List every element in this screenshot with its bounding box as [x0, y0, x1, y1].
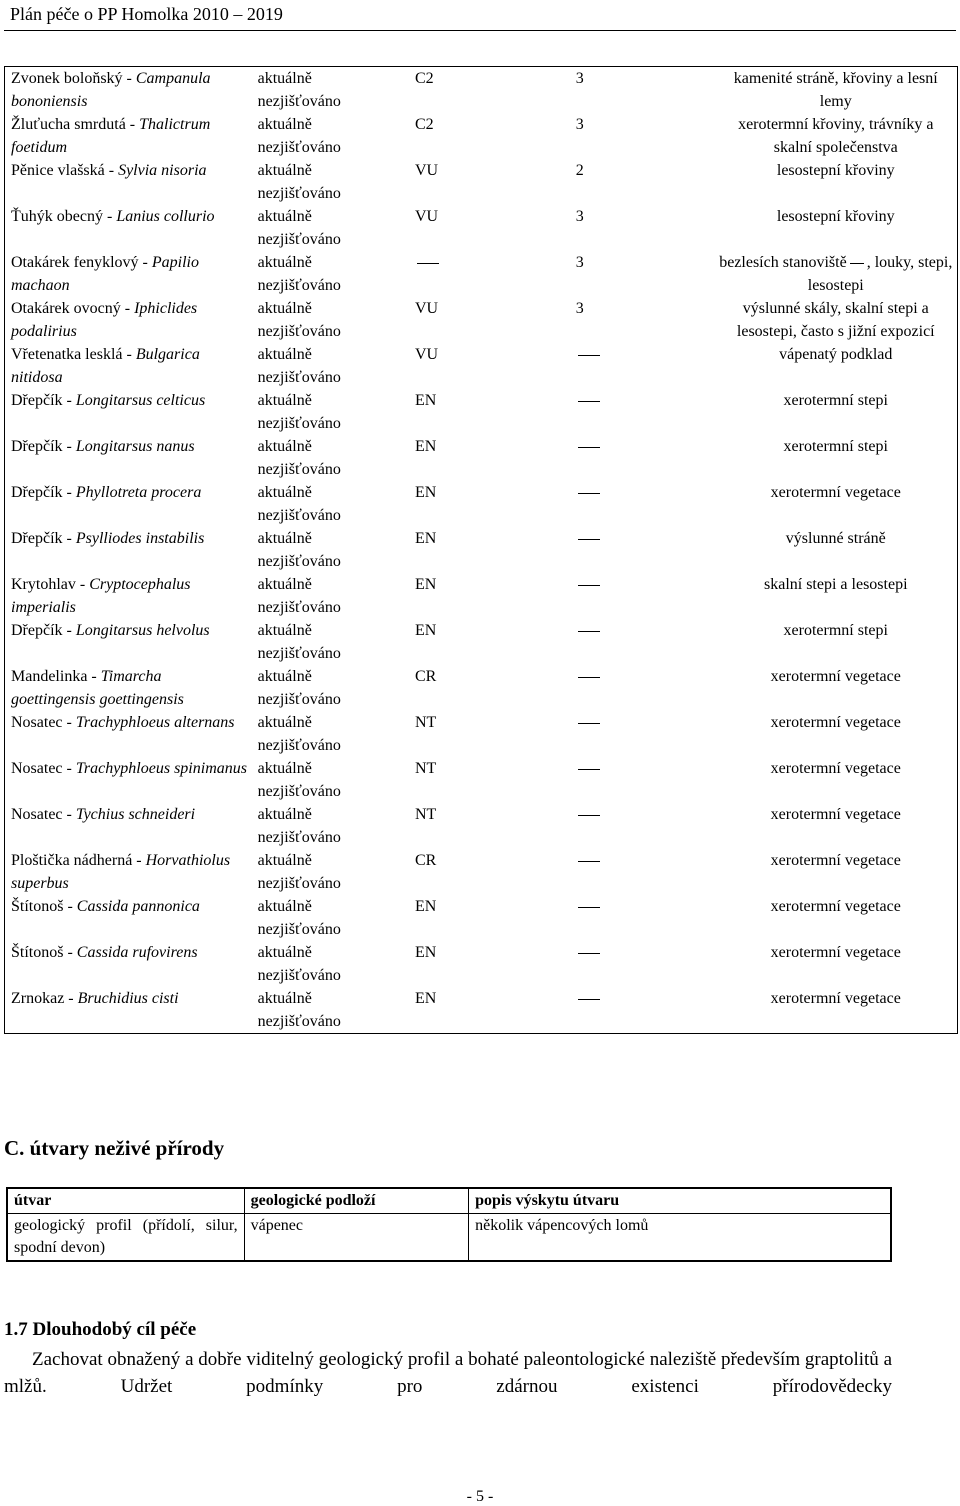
species-name-cell	[5, 711, 252, 757]
threat-category-cell	[407, 159, 570, 205]
protection-cell	[570, 251, 719, 297]
species-name-cell	[5, 895, 252, 941]
species-common-name: Dřepčík -	[11, 484, 76, 501]
protection-cell	[570, 205, 719, 251]
status-line-1: aktuálně	[257, 714, 312, 731]
status-line-2: nezjišťováno	[257, 139, 341, 156]
formations-row	[7, 1214, 891, 1262]
formations-col-description: popis výskytu útvaru	[469, 1188, 891, 1214]
species-row	[5, 527, 958, 573]
habitat-cell	[719, 113, 958, 159]
threat-category: EN	[414, 576, 437, 593]
status-cell	[252, 251, 407, 297]
threat-category: EN	[414, 438, 437, 455]
goal-paragraph: Zachovat obnažený a dobře viditelný geologický profil a bohaté paleontologické naleziště především graptolitů a mlžů. Udržet podmínky pro zdárnou existenci přírodovědecky	[4, 1349, 892, 1397]
species-name-cell	[5, 527, 252, 573]
habitat-text: xerotermní vegetace	[770, 806, 901, 823]
habitat-cell	[719, 527, 958, 573]
species-latin-name: Longitarsus helvolus	[75, 622, 210, 639]
status-line-1: aktuálně	[257, 622, 312, 639]
empty-dash	[578, 585, 600, 586]
threat-category: CR	[414, 852, 437, 869]
empty-dash	[578, 355, 600, 356]
empty-dash	[578, 539, 600, 540]
section-c-heading: C. útvary neživé přírody	[4, 1136, 225, 1160]
species-common-name: Vřetenatka lesklá -	[11, 346, 136, 363]
species-row	[5, 803, 958, 849]
status-line-2: nezjišťováno	[257, 231, 341, 248]
protection-cell	[570, 987, 719, 1034]
threat-category: EN	[414, 898, 437, 915]
threat-category-cell	[407, 435, 570, 481]
species-name-cell	[5, 573, 252, 619]
status-cell	[252, 757, 407, 803]
habitat-text: kamenité stráně, křoviny a lesní lemy	[733, 70, 938, 110]
status-cell	[252, 665, 407, 711]
status-line-2: nezjišťováno	[257, 323, 341, 340]
threat-category-cell	[407, 343, 570, 389]
status-line-1: aktuálně	[257, 346, 312, 363]
formations-header-row	[7, 1188, 891, 1214]
empty-dash	[578, 861, 600, 862]
threat-category-cell	[407, 757, 570, 803]
status-line-1: aktuálně	[257, 438, 312, 455]
empty-dash	[578, 631, 600, 632]
empty-dash	[578, 999, 600, 1000]
status-line-1: aktuálně	[257, 162, 312, 179]
species-common-name: Štítonoš -	[11, 898, 77, 915]
species-latin-name: Longitarsus celticus	[75, 392, 206, 409]
species-name-cell	[5, 987, 252, 1034]
threat-category-cell	[407, 481, 570, 527]
status-line-2: nezjišťováno	[257, 599, 341, 616]
habitat-cell	[719, 665, 958, 711]
habitat-text: xerotermní stepi	[783, 438, 888, 455]
status-line-1: aktuálně	[257, 944, 312, 961]
protection-cell	[570, 711, 719, 757]
protection-cell	[570, 481, 719, 527]
habitat-text: vápenatý podklad	[779, 346, 893, 363]
threat-category-cell	[407, 297, 570, 343]
species-latin-name: Timarcha goettingensis goettingensis	[11, 668, 184, 708]
species-row	[5, 435, 958, 481]
bedrock-cell: vápenec	[244, 1214, 469, 1262]
status-cell	[252, 573, 407, 619]
species-common-name: Otakárek ovocný -	[11, 300, 135, 317]
species-name-cell	[5, 941, 252, 987]
threat-category: VU	[414, 162, 439, 179]
species-common-name: Otakárek fenyklový -	[11, 254, 152, 271]
status-line-1: aktuálně	[257, 484, 312, 501]
threat-category-cell	[407, 205, 570, 251]
species-latin-name: Sylvia nisoria	[118, 162, 207, 179]
species-common-name: Nosatec -	[11, 760, 76, 777]
species-row	[5, 941, 958, 987]
species-common-name: Ploštička nádherná -	[11, 852, 146, 869]
threat-category: VU	[414, 346, 439, 363]
status-cell	[252, 159, 407, 205]
status-line-2: nezjišťováno	[257, 829, 341, 846]
species-common-name: Ťuhýk obecný -	[11, 208, 117, 225]
protection-cell	[570, 435, 719, 481]
protection-degree: 3	[575, 254, 584, 271]
species-latin-name: Cassida rufovirens	[76, 944, 198, 961]
habitat-text: výslunné stráně	[785, 530, 886, 547]
species-common-name: Mandelinka -	[11, 668, 101, 685]
empty-dash	[578, 677, 600, 678]
species-name-cell	[5, 481, 252, 527]
habitat-text: xerotermní vegetace	[770, 714, 901, 731]
species-common-name: Dřepčík -	[11, 438, 76, 455]
threat-category-cell	[407, 849, 570, 895]
species-common-name: Dřepčík -	[11, 622, 76, 639]
species-name-cell	[5, 757, 252, 803]
habitat-text: xerotermní vegetace	[770, 484, 901, 501]
goal-heading: 1.7 Dlouhodobý cíl péče	[4, 1319, 197, 1340]
protection-cell	[570, 159, 719, 205]
species-name-cell	[5, 205, 252, 251]
species-latin-name: Psylliodes instabilis	[75, 530, 205, 547]
species-table	[4, 66, 958, 1034]
species-common-name: Zrnokaz -	[11, 990, 78, 1007]
empty-dash	[578, 769, 600, 770]
protection-cell	[570, 573, 719, 619]
threat-category: NT	[414, 714, 437, 731]
species-latin-name: Trachyphloeus spinimanus	[75, 760, 247, 777]
status-cell	[252, 435, 407, 481]
species-row	[5, 159, 958, 205]
habitat-cell	[719, 159, 958, 205]
status-cell	[252, 343, 407, 389]
habitat-cell	[719, 849, 958, 895]
protection-degree: 3	[575, 116, 584, 133]
protection-degree: 3	[575, 208, 584, 225]
habitat-text: xerotermní vegetace	[770, 852, 901, 869]
empty-dash	[578, 447, 600, 448]
status-line-1: aktuálně	[257, 990, 312, 1007]
empty-dash	[578, 723, 600, 724]
status-line-2: nezjišťováno	[257, 691, 341, 708]
species-latin-name: Campanula bononiensis	[11, 70, 211, 110]
habitat-cell	[719, 573, 958, 619]
species-latin-name: Cryptocephalus imperialis	[11, 576, 191, 616]
habitat-cell	[719, 619, 958, 665]
habitat-text: xerotermní stepi	[783, 392, 888, 409]
species-row	[5, 665, 958, 711]
species-name-cell	[5, 619, 252, 665]
protection-cell	[570, 665, 719, 711]
status-cell	[252, 113, 407, 159]
protection-cell	[570, 619, 719, 665]
species-latin-name: Lanius collurio	[116, 208, 215, 225]
status-cell	[252, 389, 407, 435]
status-cell	[252, 297, 407, 343]
species-row	[5, 343, 958, 389]
threat-category-cell	[407, 987, 570, 1034]
habitat-cell	[719, 711, 958, 757]
threat-category: EN	[414, 392, 437, 409]
habitat-text: xerotermní vegetace	[770, 944, 901, 961]
species-common-name: Štítonoš -	[11, 944, 77, 961]
status-line-2: nezjišťováno	[257, 737, 341, 754]
status-line-2: nezjišťováno	[257, 461, 341, 478]
threat-category-cell	[407, 619, 570, 665]
species-latin-name: Thalictrum foetidum	[11, 116, 211, 156]
species-name-cell	[5, 435, 252, 481]
species-latin-name: Iphiclides podalirius	[11, 300, 198, 340]
status-line-1: aktuálně	[257, 806, 312, 823]
habitat-text: lesostepní křoviny	[776, 162, 895, 179]
threat-category: NT	[414, 760, 437, 777]
species-latin-name: Tychius schneideri	[75, 806, 196, 823]
species-latin-name: Cassida pannonica	[76, 898, 200, 915]
habitat-cell	[719, 343, 958, 389]
habitat-cell	[719, 205, 958, 251]
empty-dash	[578, 493, 600, 494]
status-line-1: aktuálně	[257, 254, 312, 271]
species-row	[5, 711, 958, 757]
status-line-2: nezjišťováno	[257, 921, 341, 938]
threat-category-cell	[407, 251, 570, 297]
page-number: - 5 -	[466, 1488, 494, 1505]
formations-col-bedrock: geologické podloží	[244, 1188, 469, 1214]
habitat-cell	[719, 67, 958, 114]
status-line-1: aktuálně	[257, 898, 312, 915]
formations-col-formation: útvar	[7, 1188, 244, 1214]
habitat-text: xerotermní vegetace	[770, 898, 901, 915]
threat-category: C2	[414, 116, 434, 133]
species-common-name: Pěnice vlašská -	[11, 162, 119, 179]
species-common-name: Dřepčík -	[11, 530, 76, 547]
habitat-cell	[719, 481, 958, 527]
threat-category: EN	[414, 944, 437, 961]
threat-category: NT	[414, 806, 437, 823]
threat-category: C2	[414, 70, 434, 87]
description-cell: několik vápencových lomů	[469, 1214, 891, 1262]
protection-cell	[570, 849, 719, 895]
species-name-cell	[5, 849, 252, 895]
species-row	[5, 67, 958, 114]
habitat-text: skalní stepi a lesostepi	[763, 576, 908, 593]
species-row	[5, 757, 958, 803]
species-latin-name: Longitarsus nanus	[75, 438, 195, 455]
species-latin-name: Horvathiolus superbus	[11, 852, 231, 892]
protection-cell	[570, 895, 719, 941]
habitat-cell	[719, 803, 958, 849]
protection-cell	[570, 297, 719, 343]
protection-cell	[570, 113, 719, 159]
protection-cell	[570, 803, 719, 849]
protection-cell	[570, 941, 719, 987]
threat-category-cell	[407, 803, 570, 849]
habitat-cell	[719, 389, 958, 435]
protection-cell	[570, 527, 719, 573]
species-row	[5, 113, 958, 159]
status-cell	[252, 803, 407, 849]
habitat-text: xerotermní stepi	[783, 622, 888, 639]
species-latin-name: Trachyphloeus alternans	[75, 714, 235, 731]
status-cell	[252, 527, 407, 573]
empty-dash	[578, 907, 600, 908]
habitat-text: bezlesích stanoviště	[719, 254, 847, 271]
threat-category-cell	[407, 113, 570, 159]
species-row	[5, 297, 958, 343]
habitat-text: xerotermní křoviny, trávníky a skalní společenstva	[738, 116, 934, 156]
status-line-1: aktuálně	[257, 116, 312, 133]
habitat-text: xerotermní vegetace	[770, 668, 901, 685]
threat-category: EN	[414, 622, 437, 639]
habitat-cell	[719, 297, 958, 343]
threat-category: VU	[414, 300, 439, 317]
species-row	[5, 205, 958, 251]
species-common-name: Nosatec -	[11, 714, 76, 731]
protection-degree: 3	[575, 70, 584, 87]
status-cell	[252, 481, 407, 527]
habitat-cell	[719, 757, 958, 803]
status-line-1: aktuálně	[257, 760, 312, 777]
species-row	[5, 987, 958, 1034]
threat-category: VU	[414, 208, 439, 225]
threat-category-cell	[407, 67, 570, 114]
species-latin-name: Bulgarica nitidosa	[11, 346, 200, 386]
formation-cell: geologický profil (přídolí, silur, spodní devon)	[7, 1214, 244, 1262]
species-common-name: Krytohlav -	[11, 576, 90, 593]
empty-dash	[578, 401, 600, 402]
species-common-name: Zvonek boloňský -	[11, 70, 136, 87]
habitat-cell	[719, 987, 958, 1034]
habitat-cell	[719, 941, 958, 987]
species-row	[5, 895, 958, 941]
habitat-dash	[850, 263, 864, 264]
species-latin-name: Phyllotreta procera	[75, 484, 202, 501]
threat-category-cell	[407, 941, 570, 987]
status-line-2: nezjišťováno	[257, 875, 341, 892]
status-line-1: aktuálně	[257, 392, 312, 409]
species-table-body	[5, 67, 958, 1034]
status-line-2: nezjišťováno	[257, 93, 341, 110]
protection-cell	[570, 343, 719, 389]
species-row	[5, 389, 958, 435]
status-line-2: nezjišťováno	[257, 507, 341, 524]
species-latin-name: Papilio machaon	[11, 254, 199, 294]
threat-category-cell	[407, 573, 570, 619]
species-name-cell	[5, 389, 252, 435]
protection-cell	[570, 67, 719, 114]
habitat-text: výslunné skály, skalní stepi a lesostepi, často s jižní expozicí	[736, 300, 935, 340]
empty-dash	[578, 953, 600, 954]
status-line-2: nezjišťováno	[257, 645, 341, 662]
status-line-1: aktuálně	[257, 530, 312, 547]
species-common-name: Nosatec -	[11, 806, 76, 823]
threat-category-cell	[407, 711, 570, 757]
habitat-text: xerotermní vegetace	[770, 760, 901, 777]
threat-category-cell	[407, 527, 570, 573]
status-cell	[252, 67, 407, 114]
species-row	[5, 251, 958, 297]
species-name-cell	[5, 803, 252, 849]
species-common-name: Žluťucha smrdutá -	[11, 116, 140, 133]
species-latin-name: Bruchidius cisti	[77, 990, 179, 1007]
protection-cell	[570, 757, 719, 803]
empty-dash	[578, 815, 600, 816]
threat-category-cell	[407, 389, 570, 435]
habitat-cell	[719, 435, 958, 481]
status-cell	[252, 619, 407, 665]
status-line-1: aktuálně	[257, 208, 312, 225]
status-cell	[252, 987, 407, 1034]
status-line-2: nezjišťováno	[257, 185, 341, 202]
habitat-text-continued: , louky, stepi, lesostepi	[807, 254, 953, 294]
status-cell	[252, 849, 407, 895]
protection-degree: 3	[575, 300, 584, 317]
species-row	[5, 619, 958, 665]
header-divider	[4, 30, 956, 31]
species-row	[5, 849, 958, 895]
status-line-2: nezjišťováno	[257, 1013, 341, 1030]
habitat-cell	[719, 251, 958, 297]
threat-category-cell	[407, 665, 570, 711]
habitat-text: lesostepní křoviny	[776, 208, 895, 225]
habitat-text: xerotermní vegetace	[770, 990, 901, 1007]
threat-category: EN	[414, 990, 437, 1007]
status-cell	[252, 711, 407, 757]
status-line-1: aktuálně	[257, 300, 312, 317]
status-cell	[252, 895, 407, 941]
status-line-2: nezjišťováno	[257, 277, 341, 294]
species-name-cell	[5, 159, 252, 205]
status-line-2: nezjišťováno	[257, 967, 341, 984]
formations-table	[6, 1187, 892, 1262]
empty-dash	[417, 263, 439, 264]
species-name-cell	[5, 297, 252, 343]
species-row	[5, 573, 958, 619]
status-line-2: nezjišťováno	[257, 783, 341, 800]
species-name-cell	[5, 343, 252, 389]
status-line-1: aktuálně	[257, 852, 312, 869]
status-line-2: nezjišťováno	[257, 553, 341, 570]
threat-category: CR	[414, 668, 437, 685]
threat-category: EN	[414, 530, 437, 547]
protection-degree: 2	[575, 162, 584, 179]
protection-cell	[570, 389, 719, 435]
habitat-cell	[719, 895, 958, 941]
species-row	[5, 481, 958, 527]
document-header-title: Plán péče o PP Homolka 2010 – 2019	[10, 4, 283, 24]
species-name-cell	[5, 67, 252, 114]
species-common-name: Dřepčík -	[11, 392, 76, 409]
threat-category-cell	[407, 895, 570, 941]
status-line-1: aktuálně	[257, 70, 312, 87]
status-line-2: nezjišťováno	[257, 415, 341, 432]
status-cell	[252, 205, 407, 251]
status-line-1: aktuálně	[257, 668, 312, 685]
status-line-2: nezjišťováno	[257, 369, 341, 386]
threat-category: EN	[414, 484, 437, 501]
species-name-cell	[5, 113, 252, 159]
species-name-cell	[5, 665, 252, 711]
species-name-cell	[5, 251, 252, 297]
status-line-1: aktuálně	[257, 576, 312, 593]
status-cell	[252, 941, 407, 987]
